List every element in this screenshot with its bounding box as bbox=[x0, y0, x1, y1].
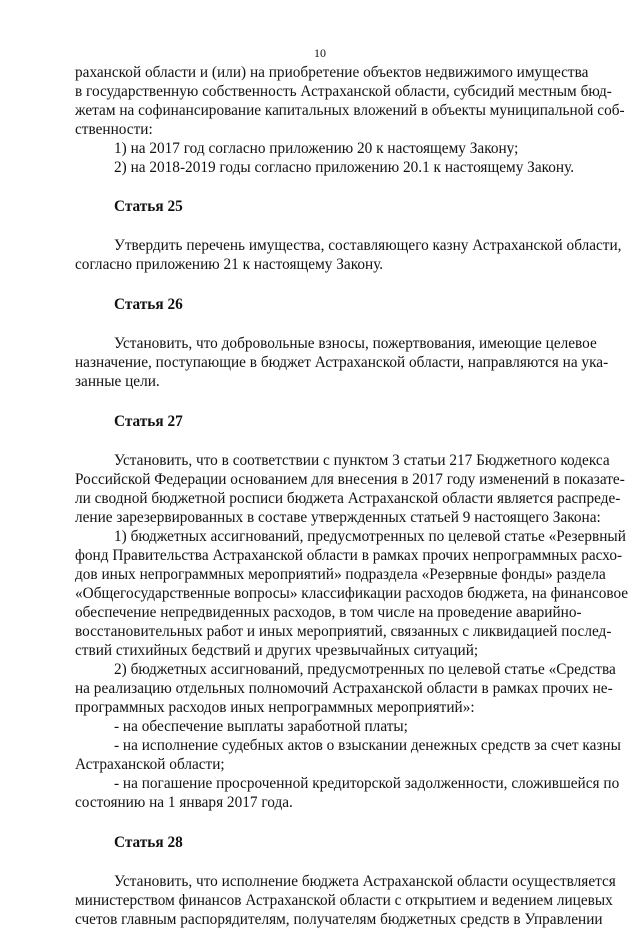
article-27 bbox=[75, 412, 629, 812]
article-line: обеспечение непредвиденных расходов, в том числе на проведение аварийно- bbox=[75, 604, 582, 621]
article-line: 2) бюджетных ассигнований, предусмотренных по целевой статье «Средства bbox=[114, 661, 616, 678]
article-line: Установить, что добровольные взносы, пожертвования, имеющие целевое bbox=[114, 335, 597, 352]
article-line: Установить, что в соответствии с пунктом 3 статьи 217 Бюджетного кодекса bbox=[114, 452, 610, 469]
article-line: 1) бюджетных ассигнований, предусмотренных по целевой статье «Резервный bbox=[114, 528, 626, 545]
article-list-item: - на исполнение судебных актов о взыскании денежных средств за счет казны bbox=[114, 737, 621, 754]
document-body bbox=[75, 63, 629, 929]
intro-line: в государственную собственность Астраханской области, субсидий местным бюд- bbox=[75, 83, 612, 100]
article-line: восстановительных работ и иных мероприятий, связанных с ликвидацией послед- bbox=[75, 623, 612, 640]
article-line: Астраханской области; bbox=[75, 756, 225, 773]
article-line: ли сводной бюджетной росписи бюджета Астраханской области является распреде- bbox=[75, 490, 621, 507]
article-heading: Статья 28 bbox=[114, 834, 183, 851]
article-line: программных расходов иных непрограммных мероприятий»: bbox=[75, 699, 475, 716]
article-line: Установить, что исполнение бюджета Астраханской области осуществляется bbox=[114, 873, 616, 890]
article-line: занные цели. bbox=[75, 373, 160, 390]
article-list-item: - на погашение просроченной кредиторской задолженности, сложившейся по bbox=[114, 775, 620, 792]
article-line: ствий стихийных бедствий и других чрезвычайных ситуаций; bbox=[75, 642, 479, 659]
article-26 bbox=[75, 295, 609, 391]
article-25 bbox=[75, 197, 622, 274]
article-line: счетов главным распорядителям, получателям бюджетных средств в Управлении bbox=[75, 911, 603, 928]
article-line: ление зарезервированных в составе утвержденных статьей 9 настоящего Закона: bbox=[75, 509, 601, 526]
article-heading: Статья 26 bbox=[114, 296, 183, 313]
article-line: назначение, поступающие в бюджет Астраханской области, направляются на ука- bbox=[75, 354, 609, 371]
article-list-item: - на обеспечение выплаты заработной платы; bbox=[114, 718, 408, 735]
intro-section bbox=[75, 63, 625, 177]
article-line: министерством финансов Астраханской области с открытием и ведением лицевых bbox=[75, 892, 613, 909]
article-line: согласно приложению 21 к настоящему Закону. bbox=[75, 256, 384, 273]
intro-line: ственности: bbox=[75, 121, 153, 138]
article-line: дов иных непрограммных мероприятий» подраздела «Резервные фонды» раздела bbox=[75, 566, 606, 583]
page-number: 10 bbox=[314, 46, 326, 60]
intro-line: жетам на софинансирование капитальных вложений в объекты муниципальной соб- bbox=[75, 102, 625, 119]
article-heading: Статья 25 bbox=[114, 198, 183, 215]
article-line: Российской Федерации основанием для внесения в 2017 году изменений в показате- bbox=[75, 471, 625, 488]
article-line: «Общегосударственные вопросы» классификации расходов бюджета, на финансовое bbox=[75, 585, 629, 602]
intro-list-item: 1) на 2017 год согласно приложению 20 к настоящему Закону; bbox=[114, 140, 519, 157]
article-line: фонд Правительства Астраханской области в рамках прочих непрограммных расхо- bbox=[75, 547, 623, 564]
article-heading: Статья 27 bbox=[114, 413, 183, 430]
article-line: состоянию на 1 января 2017 года. bbox=[75, 794, 293, 811]
intro-list-item: 2) на 2018-2019 годы согласно приложению 20.1 к настоящему Закону. bbox=[114, 159, 575, 176]
article-line: Утвердить перечень имущества, составляющего казну Астраханской области, bbox=[114, 237, 622, 254]
intro-line: раханской области и (или) на приобретение объектов недвижимого имущества bbox=[75, 64, 589, 81]
article-line: на реализацию отдельных полномочий Астраханской области в рамках прочих не- bbox=[75, 680, 613, 697]
article-28 bbox=[75, 833, 616, 929]
